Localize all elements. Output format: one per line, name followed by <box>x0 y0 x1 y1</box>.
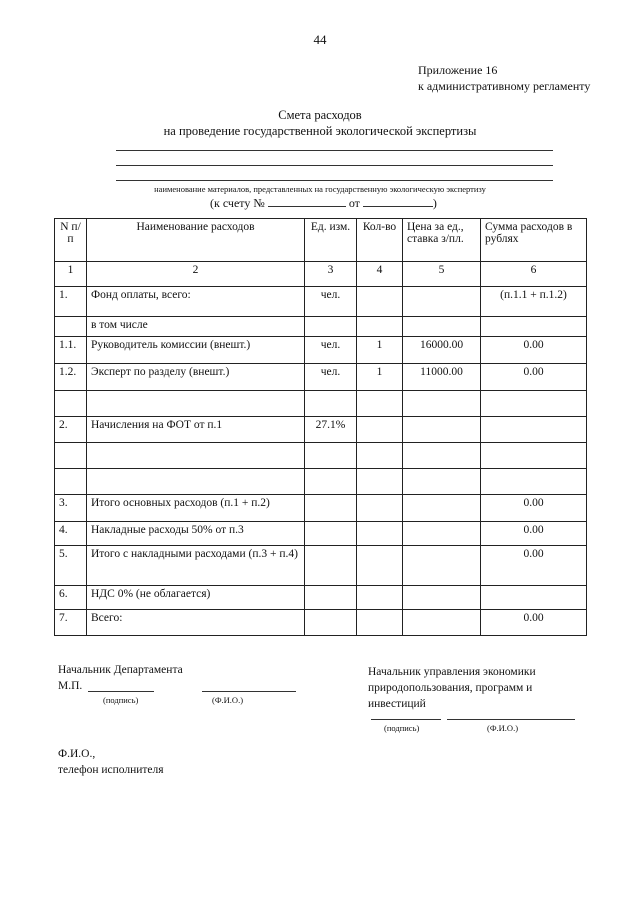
row-name: Итого с накладными расходами (п.3 + п.4) <box>87 546 305 586</box>
column-number: 2 <box>87 262 305 287</box>
row-sum <box>481 317 587 337</box>
table-row <box>55 364 587 391</box>
left-fio-line <box>202 691 296 692</box>
row-name <box>87 391 305 417</box>
column-number-row <box>55 262 587 287</box>
row-unit <box>305 495 357 522</box>
row-sum: (п.1.1 + п.1.2) <box>481 287 587 317</box>
row-sum <box>481 586 587 610</box>
row-unit <box>305 610 357 636</box>
column-number: 4 <box>357 262 403 287</box>
column-number: 5 <box>403 262 481 287</box>
row-price <box>403 391 481 417</box>
account-line <box>210 195 437 211</box>
row-qty <box>357 317 403 337</box>
table-row <box>55 469 587 495</box>
right-sign-label: (подпись) <box>384 723 420 733</box>
account-suffix: ) <box>432 196 437 210</box>
row-price <box>403 469 481 495</box>
row-num <box>55 443 87 469</box>
row-unit <box>305 522 357 546</box>
row-name: НДС 0% (не облагается) <box>87 586 305 610</box>
economics-head-line-2: природопользования, программ и <box>368 682 533 694</box>
right-fio-label: (Ф.И.О.) <box>487 723 519 733</box>
row-name: Руководитель комиссии (внешт.) <box>87 337 305 364</box>
row-sum: 0.00 <box>481 546 587 586</box>
table-row <box>55 546 587 586</box>
column-number: 6 <box>481 262 587 287</box>
row-qty <box>357 495 403 522</box>
left-signature-line <box>88 691 154 692</box>
row-unit <box>305 586 357 610</box>
row-name: Накладные расходы 50% от п.3 <box>87 522 305 546</box>
row-unit: 27.1% <box>305 417 357 443</box>
table-row <box>55 522 587 546</box>
title-line-1: Смета расходов <box>278 108 362 122</box>
header-name: Наименование расходов <box>87 219 305 262</box>
row-price <box>403 522 481 546</box>
row-num: 4. <box>55 522 87 546</box>
title-line-2: на проведение государственной экологической экспертизы <box>163 124 477 138</box>
row-qty <box>357 469 403 495</box>
row-num <box>55 469 87 495</box>
row-num: 7. <box>55 610 87 636</box>
table-row <box>55 610 587 636</box>
row-num: 6. <box>55 586 87 610</box>
row-unit: чел. <box>305 287 357 317</box>
header-unit: Ед. изм. <box>305 219 357 262</box>
row-sum: 0.00 <box>481 337 587 364</box>
row-price: 16000.00 <box>403 337 481 364</box>
row-unit <box>305 546 357 586</box>
page-number: 44 <box>313 32 327 47</box>
table-row <box>55 287 587 317</box>
row-unit: чел. <box>305 364 357 391</box>
executor-fio-label: Ф.И.О., <box>58 748 96 760</box>
appendix-line-2: к административному регламенту <box>418 79 591 93</box>
row-num: 5. <box>55 546 87 586</box>
row-name: Начисления на ФОТ от п.1 <box>87 417 305 443</box>
row-num: 1.2. <box>55 364 87 391</box>
row-num: 2. <box>55 417 87 443</box>
row-qty <box>357 522 403 546</box>
row-name: Итого основных расходов (п.1 + п.2) <box>87 495 305 522</box>
row-price <box>403 610 481 636</box>
row-sum: 0.00 <box>481 522 587 546</box>
table-row <box>55 495 587 522</box>
row-name <box>87 443 305 469</box>
economics-head-line-1: Начальник управления экономики <box>368 666 536 678</box>
row-price: 11000.00 <box>403 364 481 391</box>
row-price <box>403 495 481 522</box>
row-name: Всего: <box>87 610 305 636</box>
economics-head-line-3: инвестиций <box>368 698 426 710</box>
row-price <box>403 417 481 443</box>
row-price <box>403 586 481 610</box>
header-num: N п/п <box>55 219 87 262</box>
signature-left-block <box>58 662 183 694</box>
row-qty <box>357 417 403 443</box>
row-qty <box>357 546 403 586</box>
row-num: 3. <box>55 495 87 522</box>
row-name <box>87 469 305 495</box>
row-qty: 1 <box>357 337 403 364</box>
left-fio-label: (Ф.И.О.) <box>212 695 244 705</box>
row-sum <box>481 391 587 417</box>
row-num: 1.1. <box>55 337 87 364</box>
appendix-reference <box>418 62 590 94</box>
table-row <box>55 337 587 364</box>
row-num <box>55 317 87 337</box>
executor-phone-label: телефон исполнителя <box>58 764 164 776</box>
account-prefix: (к счету № <box>210 196 265 210</box>
row-qty <box>357 443 403 469</box>
row-name: в том числе <box>87 317 305 337</box>
table-row <box>55 586 587 610</box>
left-sign-label: (подпись) <box>103 695 139 705</box>
right-signature-line <box>371 719 441 720</box>
header-qty: Кол-во <box>357 219 403 262</box>
header-sum: Сумма расходов в рублях <box>481 219 587 262</box>
row-price <box>403 546 481 586</box>
row-price <box>403 317 481 337</box>
row-qty <box>357 287 403 317</box>
row-num <box>55 391 87 417</box>
column-number: 3 <box>305 262 357 287</box>
materials-blank-line-3 <box>116 180 553 181</box>
header-price: Цена за ед., ставка з/пл. <box>403 219 481 262</box>
account-number-blank <box>268 195 346 207</box>
row-name: Эксперт по разделу (внешт.) <box>87 364 305 391</box>
row-num: 1. <box>55 287 87 317</box>
row-sum <box>481 443 587 469</box>
row-unit <box>305 391 357 417</box>
department-head-title: Начальник Департамента <box>58 664 183 676</box>
row-sum: 0.00 <box>481 495 587 522</box>
document-title <box>0 107 640 139</box>
row-sum: 0.00 <box>481 364 587 391</box>
table-row <box>55 417 587 443</box>
row-unit <box>305 469 357 495</box>
table-row <box>55 391 587 417</box>
right-fio-line <box>447 719 575 720</box>
table-header-row <box>55 219 587 262</box>
row-qty <box>357 610 403 636</box>
stamp-label: М.П. <box>58 680 83 692</box>
materials-blank-line-2 <box>116 165 553 166</box>
row-name: Фонд оплаты, всего: <box>87 287 305 317</box>
materials-blank-line-1 <box>116 150 553 151</box>
table-row <box>55 317 587 337</box>
row-unit <box>305 443 357 469</box>
row-unit: чел. <box>305 337 357 364</box>
row-sum: 0.00 <box>481 610 587 636</box>
column-number: 1 <box>55 262 87 287</box>
estimate-table <box>54 218 587 636</box>
account-from-label: от <box>348 196 360 210</box>
account-date-blank <box>363 195 433 207</box>
appendix-line-1: Приложение 16 <box>418 63 498 77</box>
row-sum <box>481 469 587 495</box>
signature-right-block <box>368 664 536 712</box>
row-sum <box>481 417 587 443</box>
materials-note: наименование материалов, представленных на государственную экологическую экспертизу <box>154 184 486 194</box>
table-row <box>55 443 587 469</box>
executor-info <box>58 746 164 778</box>
row-qty: 1 <box>357 364 403 391</box>
row-price <box>403 443 481 469</box>
row-unit <box>305 317 357 337</box>
row-price <box>403 287 481 317</box>
row-qty <box>357 586 403 610</box>
row-qty <box>357 391 403 417</box>
